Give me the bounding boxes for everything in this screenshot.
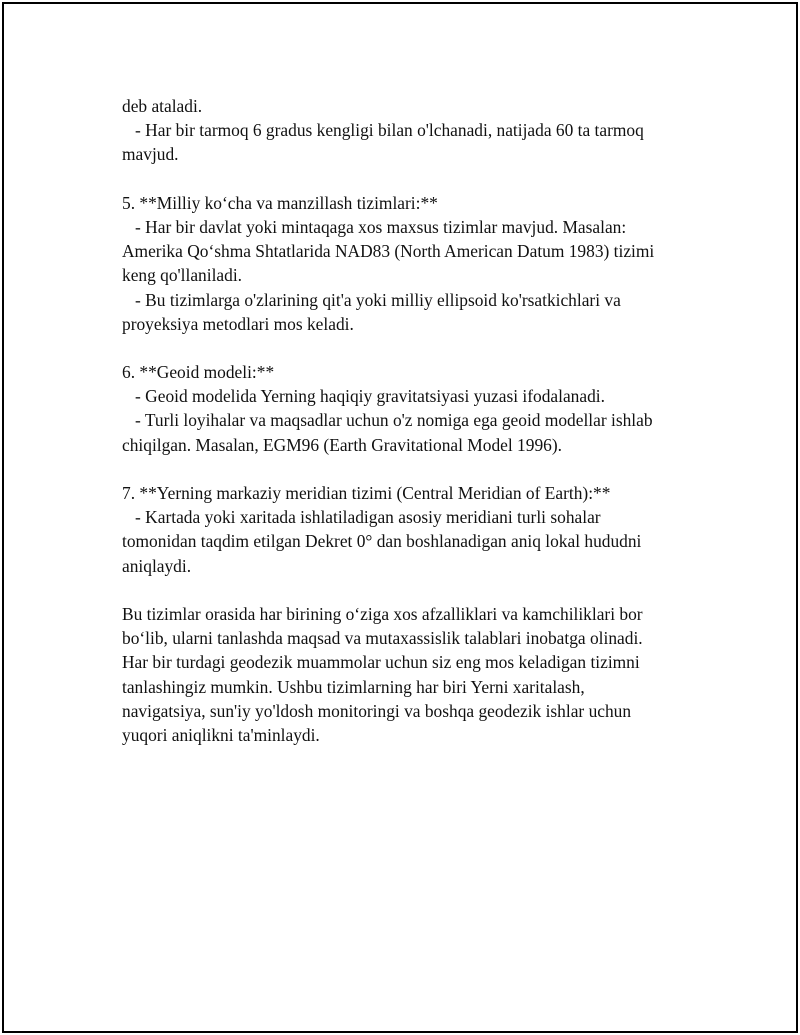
- text-line: - Bu tizimlarga o'zlarining qit'a yoki milliy ellipsoid ko'rsatkichlari va: [122, 289, 621, 310]
- paragraph-continuation: [122, 94, 722, 167]
- text-line: navigatsiya, sun'iy yo'ldosh monitoringi va boshqa geodezik ishlar uchun: [122, 700, 632, 721]
- paragraph-gap: [122, 578, 722, 602]
- paragraph-item-5: [122, 191, 722, 336]
- paragraph-item-7: [122, 481, 722, 578]
- text-line: tomonidan taqdim etilgan Dekret 0° dan boshlanadigan aniq lokal hududni: [122, 531, 642, 552]
- text-line: deb ataladi.: [122, 96, 203, 116]
- text-line: - Turli loyihalar va maqsadlar uchun o'z nomiga ega geoid modellar ishlab: [122, 410, 653, 431]
- list-item-heading: 6. **Geoid modeli:**: [122, 362, 275, 383]
- text-line: - Geoid modelida Yerning haqiqiy gravitatsiyasi yuzasi ifodalanadi.: [122, 386, 605, 407]
- text-line: tanlashingiz mumkin. Ushbu tizimlarning har biri Yerni xaritalash,: [122, 676, 585, 697]
- text-line: yuqori aniqlikni ta'minlaydi.: [122, 724, 320, 745]
- text-line: proyeksiya metodlari mos keladi.: [122, 313, 354, 334]
- text-line: - Har bir tarmoq 6 gradus kengligi bilan o'lchanadi, natijada 60 ta tarmoq: [122, 120, 644, 141]
- list-item-heading: 5. **Milliy ko‘cha va manzillash tizimlari:**: [122, 192, 438, 213]
- text-line: mavjud.: [122, 144, 179, 165]
- document-body: [122, 94, 722, 747]
- text-line: - Har bir davlat yoki mintaqaga xos maxsus tizimlar mavjud. Masalan:: [122, 216, 627, 237]
- text-line: keng qo'llaniladi.: [122, 265, 243, 286]
- list-item-heading: 7. **Yerning markaziy meridian tizimi (Central Meridian of Earth):**: [122, 483, 611, 503]
- document-page: [2, 2, 798, 1033]
- text-line: aniqlaydi.: [122, 555, 192, 576]
- paragraph-gap: [122, 457, 722, 481]
- paragraph-gap: [122, 336, 722, 360]
- text-line: Bu tizimlar orasida har birining o‘ziga xos afzalliklari va kamchiliklari bor: [122, 603, 643, 624]
- paragraph-gap: [122, 167, 722, 191]
- text-line: - Kartada yoki xaritada ishlatiladigan asosiy meridiani turli sohalar: [122, 507, 601, 528]
- text-line: Amerika Qo‘shma Shtatlarida NAD83 (North American Datum 1983) tizimi: [122, 241, 655, 262]
- paragraph-summary: [122, 602, 722, 747]
- text-line: Har bir turdagi geodezik muammolar uchun siz eng mos keladigan tizimni: [122, 652, 640, 673]
- text-line: chiqilgan. Masalan, EGM96 (Earth Gravitational Model 1996).: [122, 434, 562, 455]
- text-line: bo‘lib, ularni tanlashda maqsad va mutaxassislik talablari inobatga olinadi.: [122, 628, 643, 649]
- paragraph-item-6: [122, 360, 722, 457]
